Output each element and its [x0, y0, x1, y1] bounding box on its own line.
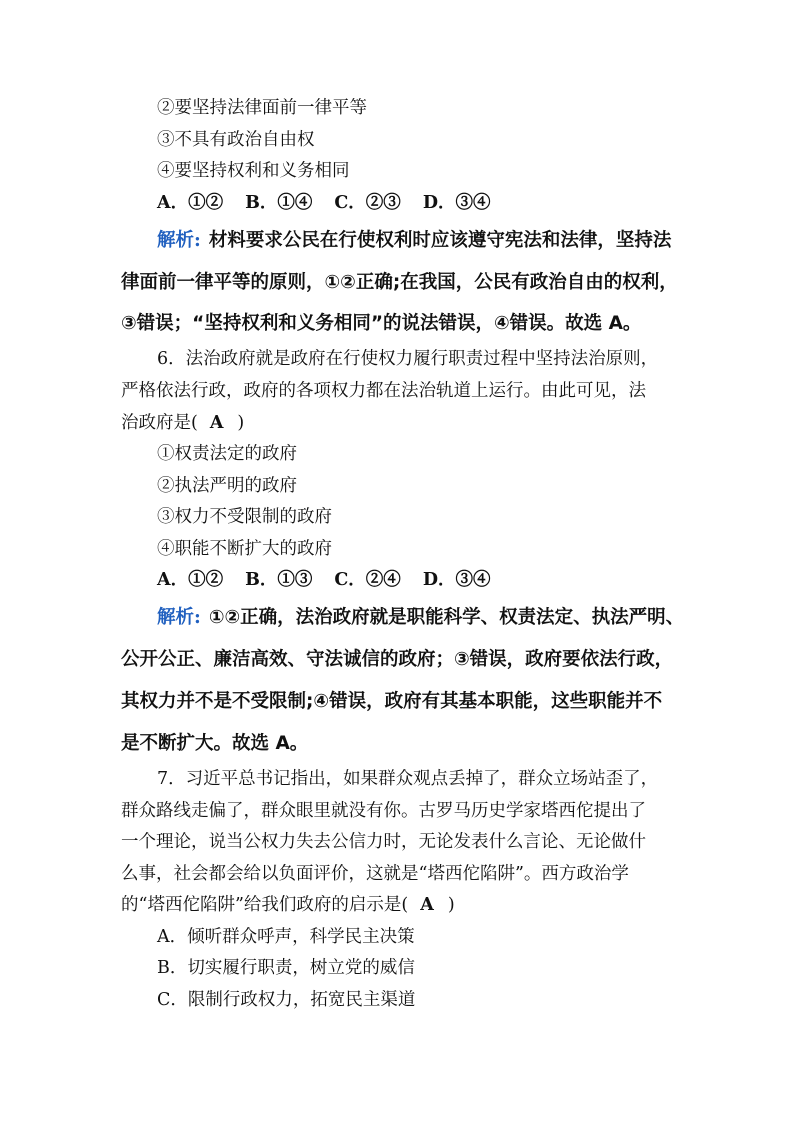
q5-analysis-line-3: ③错误；“坚持权利和义务相同”的说法错误，④错误。故选 A。	[121, 313, 642, 334]
q5-options	[157, 192, 491, 214]
q5-option-d: D．③④	[422, 193, 491, 213]
q7-stem-end: )	[447, 895, 455, 915]
q6-analysis-line-3: 其权力并不是不受限制;④错误，政府有其基本职能，这些职能并不	[121, 691, 663, 712]
q6-analysis-line-4: 是不断扩大。故选 A。	[121, 733, 309, 754]
q6-stem-line-2: 严格依法行政，政府的各项权力都在法治轨道上运行。由此可见，法	[121, 381, 646, 401]
q6-option-d: D．③④	[422, 570, 491, 590]
q6-item-2: ②执法严明的政府	[157, 476, 297, 496]
q5-analysis-line-2: 律面前一律平等的原则，①②正确;在我国，公民有政治自由的权利，	[121, 272, 678, 293]
q5-option-c: C．②③	[334, 193, 401, 213]
q6-option-b: B．①③	[245, 570, 313, 590]
q5-item-4: ④要坚持权利和义务相同	[157, 161, 350, 181]
q6-analysis-line-2: 公开公正、廉洁高效、守法诚信的政府；③错误，政府要依法行政，	[121, 649, 674, 670]
q6-item-4: ④职能不断扩大的政府	[157, 539, 332, 559]
q6-analysis-line-1	[157, 606, 684, 630]
q5-analysis-line-1	[157, 229, 671, 253]
q5-option-a: A．①②	[157, 193, 224, 213]
q6-item-3: ③权力不受限制的政府	[157, 507, 332, 527]
q7-option-a: A．倾听群众呼声，科学民主决策	[157, 927, 415, 947]
q7-stem-line-3: 一个理论，说当公权力失去公信力时，无论发表什么言论、无论做什	[121, 832, 646, 852]
q7-stem-line-4: 么事，社会都会给以负面评价，这就是“塔西佗陷阱”。西方政治学	[121, 864, 629, 884]
q7-stem-text-5: 的“塔西佗陷阱”给我们政府的启示是(	[121, 895, 409, 915]
q6-stem-text-3: 治政府是(	[121, 413, 198, 433]
q6-stem-line-3	[121, 412, 244, 434]
q6-option-c: C．②④	[334, 570, 401, 590]
q7-stem-line-2: 群众路线走偏了，群众眼里就没有你。古罗马历史学家塔西佗提出了	[121, 801, 646, 821]
q7-option-c: C．限制行政权力，拓宽民主渠道	[157, 990, 416, 1010]
q6-item-1: ①权责法定的政府	[157, 444, 297, 464]
q7-answer: A	[420, 895, 434, 915]
q6-option-a: A．①②	[157, 570, 224, 590]
q7-stem-line-5	[121, 894, 455, 916]
q5-option-b: B．①④	[245, 193, 313, 213]
q7-option-b: B．切实履行职责，树立党的威信	[157, 958, 415, 978]
q5-item-3: ③不具有政治自由权	[157, 130, 315, 150]
q6-answer: A	[209, 413, 224, 433]
q5-item-2: ②要坚持法律面前一律平等	[157, 98, 367, 118]
q5-analysis-text-1: 材料要求公民在行使权利时应该遵守宪法和法律，坚持法	[208, 230, 672, 251]
q6-stem-line-1: 6．法治政府就是政府在行使权力履行职责过程中坚持法治原则，	[157, 349, 659, 369]
q7-stem-line-1: 7．习近平总书记指出，如果群众观点丢掉了，群众立场站歪了，	[157, 769, 659, 789]
q6-options	[157, 569, 491, 591]
q6-analysis-tag: 解析:	[157, 607, 201, 628]
q6-stem-end: )	[237, 413, 245, 433]
q5-analysis-tag: 解析:	[157, 230, 201, 251]
q6-analysis-text-1: ①②正确，法治政府就是职能科学、权责法定、执法严明、	[208, 607, 685, 628]
